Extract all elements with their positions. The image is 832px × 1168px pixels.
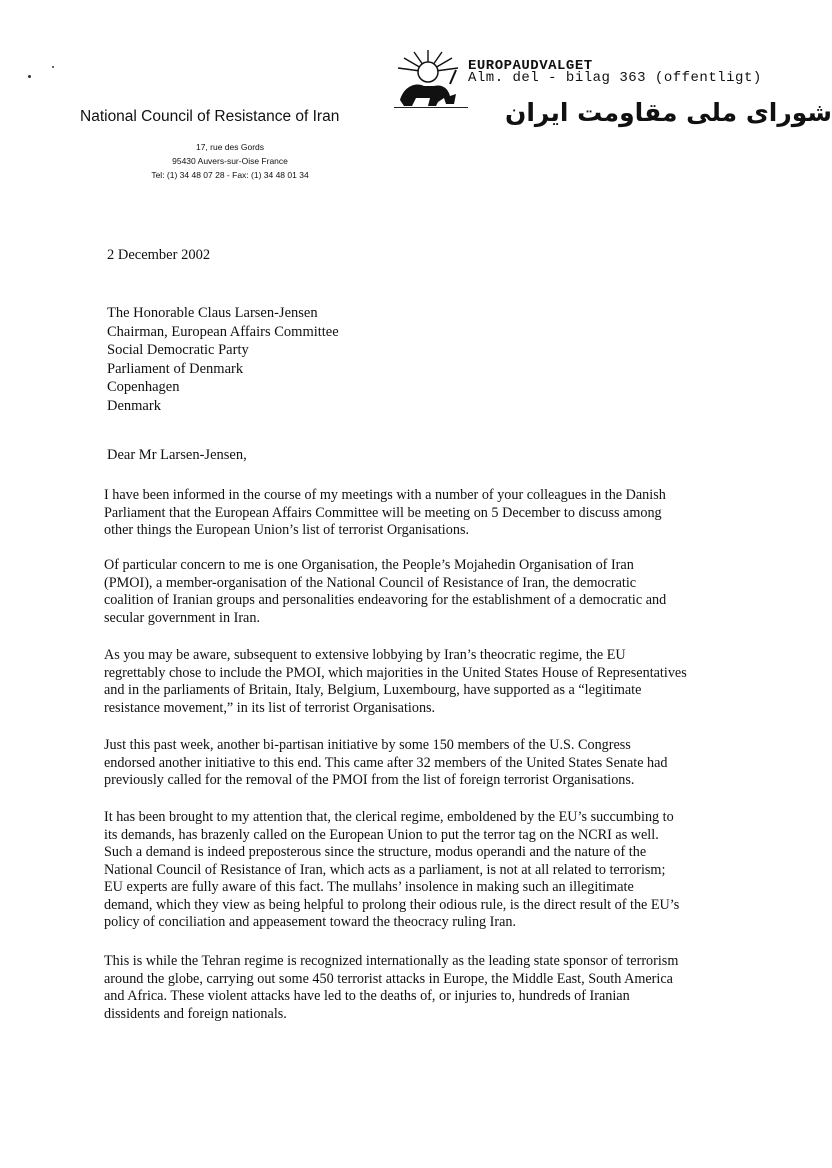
paragraph-line: dissidents and foreign nationals.	[104, 1005, 287, 1022]
address-street: 17, rue des Gords	[195, 142, 265, 152]
address-phone-fax: Tel: (1) 34 48 07 28 - Fax: (1) 34 48 01 34	[151, 170, 309, 180]
stamp-line-1: EUROPAUDVALGET	[468, 58, 593, 74]
paragraph-line: This is while the Tehran regime is recognized internationally as the leading state sponsor of terrorism	[104, 953, 679, 969]
paragraph-line: endorsed another initiative to this end. This came after 32 members of the United States Senate had	[104, 754, 668, 771]
letterhead-address	[120, 140, 340, 182]
committee-stamp	[468, 60, 762, 84]
lion-and-sun-emblem-icon	[390, 48, 466, 108]
paragraph-line: its demands, has brazenly called on the European Union to put the terror tag on the NCRI as well.	[104, 826, 659, 843]
paragraph-line: coalition of Iranian groups and personalities endeavoring for the establishment of a democratic and	[104, 592, 667, 608]
paragraph-line: EU experts are fully aware of this fact. The mullahs’ insolence in making such an illegitimate	[104, 879, 634, 895]
paragraph-line: I have been informed in the course of my meetings with a number of your colleagues in the Danish	[104, 487, 666, 503]
body-paragraph-5	[104, 809, 754, 932]
paragraph-line: demand, which they view as being helpful to prolong their odious rule, is the direct result of the EU’s	[104, 896, 680, 913]
paragraph-line: previously called for the removal of the PMOI from the list of foreign terrorist Organisations.	[104, 772, 635, 788]
letter-date: 2 December 2002	[107, 247, 211, 263]
recipient-line: Chairman, European Affairs Committee	[107, 323, 339, 340]
body-paragraph-2	[104, 557, 754, 627]
address-city: 95430 Auvers-sur-Oise France	[172, 156, 288, 166]
paragraph-line: other things the European Union’s list of terrorist Organisations.	[104, 522, 470, 538]
body-paragraph-4	[104, 737, 754, 790]
stamp-line-2: Alm. del - bilag 363 (offentligt)	[468, 70, 762, 86]
paragraph-line: around the globe, carrying out some 450 terrorist attacks in Europe, the Middle East, South America	[104, 970, 673, 987]
paragraph-line: (PMOI), a member-organisation of the National Council of Resistance of Iran, the democratic	[104, 574, 637, 591]
recipient-line: Social Democratic Party	[107, 342, 249, 358]
scan-speck	[52, 66, 54, 68]
paragraph-line: Of particular concern to me is one Organisation, the People’s Mojahedin Organisation of Iran	[104, 557, 634, 573]
paragraph-line: National Council of Resistance of Iran, which acts as a parliament, is not at all related to terrorism;	[104, 861, 666, 878]
paragraph-line: and Africa. These violent attacks have led to the deaths of, or injuries to, hundreds of Iranian	[104, 988, 630, 1004]
paragraph-line: Such a demand is indeed preposterous since the structure, modus operandi and the nature of the	[104, 844, 647, 860]
emblem-underline	[394, 107, 468, 108]
paragraph-line: policy of conciliation and appeasement toward the theocracy ruling Iran.	[104, 914, 517, 930]
scan-speck	[28, 75, 31, 78]
salutation: Dear Mr Larsen-Jensen,	[107, 447, 247, 463]
paragraph-line: Parliament that the European Affairs Committee will be meeting on 5 December to discuss among	[104, 504, 662, 521]
recipient-line: Copenhagen	[107, 379, 180, 395]
paragraph-line: resistance movement,” in its list of terrorist Organisations.	[104, 699, 436, 716]
paragraph-line: and in the parliaments of Britain, Italy, Belgium, Luxembourg, have supported as a “legitimate	[104, 682, 642, 698]
organization-name-farsi: شورای ملی مقاومت ایران	[505, 98, 832, 127]
paragraph-line: It has been brought to my attention that, the clerical regime, emboldened by the EU’s succumbing to	[104, 809, 674, 825]
paragraph-line: secular government in Iran.	[104, 609, 261, 626]
paragraph-line: regrettably chose to include the PMOI, which majorities in the United States House of Representatives	[104, 664, 687, 681]
recipient-line: Parliament of Denmark	[107, 360, 244, 377]
organization-name: National Council of Resistance of Iran	[80, 108, 340, 125]
body-paragraph-3	[104, 647, 754, 717]
paragraph-line: Just this past week, another bi-partisan initiative by some 150 members of the U.S. Congress	[104, 737, 631, 753]
paragraph-line: As you may be aware, subsequent to extensive lobbying by Iran’s theocratic regime, the EU	[104, 647, 626, 663]
recipient-line: Denmark	[107, 397, 161, 414]
body-paragraph-6	[104, 953, 754, 1023]
recipient-block	[107, 304, 339, 415]
body-paragraph-1	[104, 487, 754, 540]
recipient-line: The Honorable Claus Larsen-Jensen	[107, 305, 318, 321]
